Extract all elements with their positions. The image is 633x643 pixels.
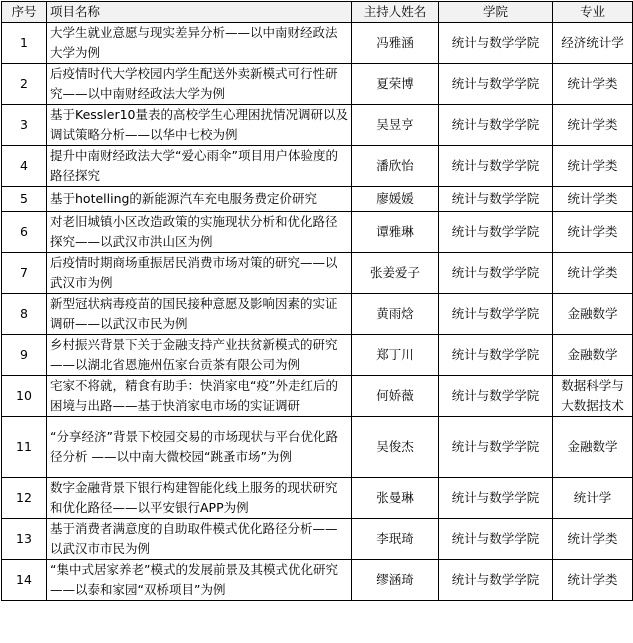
major-name: 统计学类 — [553, 105, 633, 146]
header-row — [2, 2, 633, 23]
major-name: 统计学 — [553, 478, 633, 519]
host-name: 张曼琳 — [352, 478, 439, 519]
row-number: 3 — [2, 105, 47, 146]
college-name: 统计与数学学院 — [439, 519, 553, 560]
project-name: 后疫情时代大学校园内学生配送外卖新模式可行性研究——以中南财经政法大学为例 — [47, 64, 352, 105]
table-row — [2, 335, 633, 376]
project-name: 提升中南财经政法大学“爱心雨伞”项目用户体验度的路径探究 — [47, 146, 352, 187]
row-number: 6 — [2, 212, 47, 253]
row-number: 9 — [2, 335, 47, 376]
host-name: 冯雅涵 — [352, 23, 439, 64]
row-number: 4 — [2, 146, 47, 187]
table-row — [2, 64, 633, 105]
table-row — [2, 417, 633, 478]
host-name: 潘欣怡 — [352, 146, 439, 187]
college-name: 统计与数学学院 — [439, 417, 553, 478]
table-row — [2, 105, 633, 146]
host-name: 廖媛媛 — [352, 187, 439, 212]
host-name: 黄雨焓 — [352, 294, 439, 335]
major-name: 统计学类 — [553, 64, 633, 105]
table-row — [2, 560, 633, 601]
project-name: 基于消费者满意度的自助取件模式优化路径分析——以武汉市市民为例 — [47, 519, 352, 560]
table-row — [2, 212, 633, 253]
major-name: 金融数学 — [553, 294, 633, 335]
row-number: 14 — [2, 560, 47, 601]
row-number: 11 — [2, 417, 47, 478]
major-name: 统计学类 — [553, 187, 633, 212]
major-name: 统计学类 — [553, 253, 633, 294]
college-name: 统计与数学学院 — [439, 212, 553, 253]
table-row — [2, 23, 633, 64]
project-name: 宅家不将就，精食有助手：快消家电“疫”外走红后的困境与出路——基于快消家电市场的实证调研 — [47, 376, 352, 417]
major-name: 统计学类 — [553, 560, 633, 601]
header-major: 专业 — [553, 2, 633, 23]
major-name: 数据科学与大数据技术 — [553, 376, 633, 417]
table-row — [2, 146, 633, 187]
header-project-name: 项目名称 — [47, 2, 352, 23]
project-name: 后疫情时期商场重振居民消费市场对策的研究——以武汉市为例 — [47, 253, 352, 294]
major-name: 金融数学 — [553, 417, 633, 478]
host-name: 何娇薇 — [352, 376, 439, 417]
row-number: 12 — [2, 478, 47, 519]
host-name: 缪涵琦 — [352, 560, 439, 601]
college-name: 统计与数学学院 — [439, 560, 553, 601]
major-name: 经济统计学 — [553, 23, 633, 64]
college-name: 统计与数学学院 — [439, 146, 553, 187]
college-name: 统计与数学学院 — [439, 335, 553, 376]
row-number: 8 — [2, 294, 47, 335]
table-row — [2, 294, 633, 335]
project-table — [1, 1, 633, 601]
host-name: 谭雅琳 — [352, 212, 439, 253]
row-number: 13 — [2, 519, 47, 560]
host-name: 吴昱亨 — [352, 105, 439, 146]
project-name: “集中式居家养老”模式的发展前景及其模式优化研究——以泰和家园“双桥项目”为例 — [47, 560, 352, 601]
college-name: 统计与数学学院 — [439, 294, 553, 335]
project-name: 数字金融背景下银行构建智能化线上服务的现状研究和优化路径——以平安银行APP为例 — [47, 478, 352, 519]
row-number: 5 — [2, 187, 47, 212]
major-name: 统计学类 — [553, 212, 633, 253]
college-name: 统计与数学学院 — [439, 253, 553, 294]
major-name: 统计学类 — [553, 519, 633, 560]
host-name: 张姜爱子 — [352, 253, 439, 294]
project-name: 基于hotelling的新能源汽车充电服务费定价研究 — [47, 187, 352, 212]
header-college: 学院 — [439, 2, 553, 23]
host-name: 郑丁川 — [352, 335, 439, 376]
project-name: 大学生就业意愿与现实差异分析——以中南财经政法大学为例 — [47, 23, 352, 64]
row-number: 7 — [2, 253, 47, 294]
row-number: 1 — [2, 23, 47, 64]
project-name: 新型冠状病毒疫苗的国民接种意愿及影响因素的实证调研——以武汉市民为例 — [47, 294, 352, 335]
table-row — [2, 376, 633, 417]
row-number: 2 — [2, 64, 47, 105]
college-name: 统计与数学学院 — [439, 64, 553, 105]
project-name: 对老旧城镇小区改造政策的实施现状分析和优化路径探究——以武汉市洪山区为例 — [47, 212, 352, 253]
major-name: 金融数学 — [553, 335, 633, 376]
table-row — [2, 187, 633, 212]
table-row — [2, 478, 633, 519]
college-name: 统计与数学学院 — [439, 105, 553, 146]
project-name: 基于Kessler10量表的高校学生心理困扰情况调研以及调试策略分析——以华中七校为例 — [47, 105, 352, 146]
table-row — [2, 253, 633, 294]
college-name: 统计与数学学院 — [439, 478, 553, 519]
table-row — [2, 519, 633, 560]
host-name: 吴俊杰 — [352, 417, 439, 478]
project-name: “分享经济”背景下校园交易的市场现状与平台优化路径分析 ——以中南大微校园“跳蚤市场”为例 — [47, 417, 352, 478]
header-host: 主持人姓名 — [352, 2, 439, 23]
host-name: 李珉琦 — [352, 519, 439, 560]
college-name: 统计与数学学院 — [439, 376, 553, 417]
header-no: 序号 — [2, 2, 47, 23]
college-name: 统计与数学学院 — [439, 187, 553, 212]
row-number: 10 — [2, 376, 47, 417]
host-name: 夏荣博 — [352, 64, 439, 105]
major-name: 统计学类 — [553, 146, 633, 187]
project-name: 乡村振兴背景下关于金融支持产业扶贫新模式的研究——以湖北省恩施州伍家台贡茶有限公司为例 — [47, 335, 352, 376]
college-name: 统计与数学学院 — [439, 23, 553, 64]
